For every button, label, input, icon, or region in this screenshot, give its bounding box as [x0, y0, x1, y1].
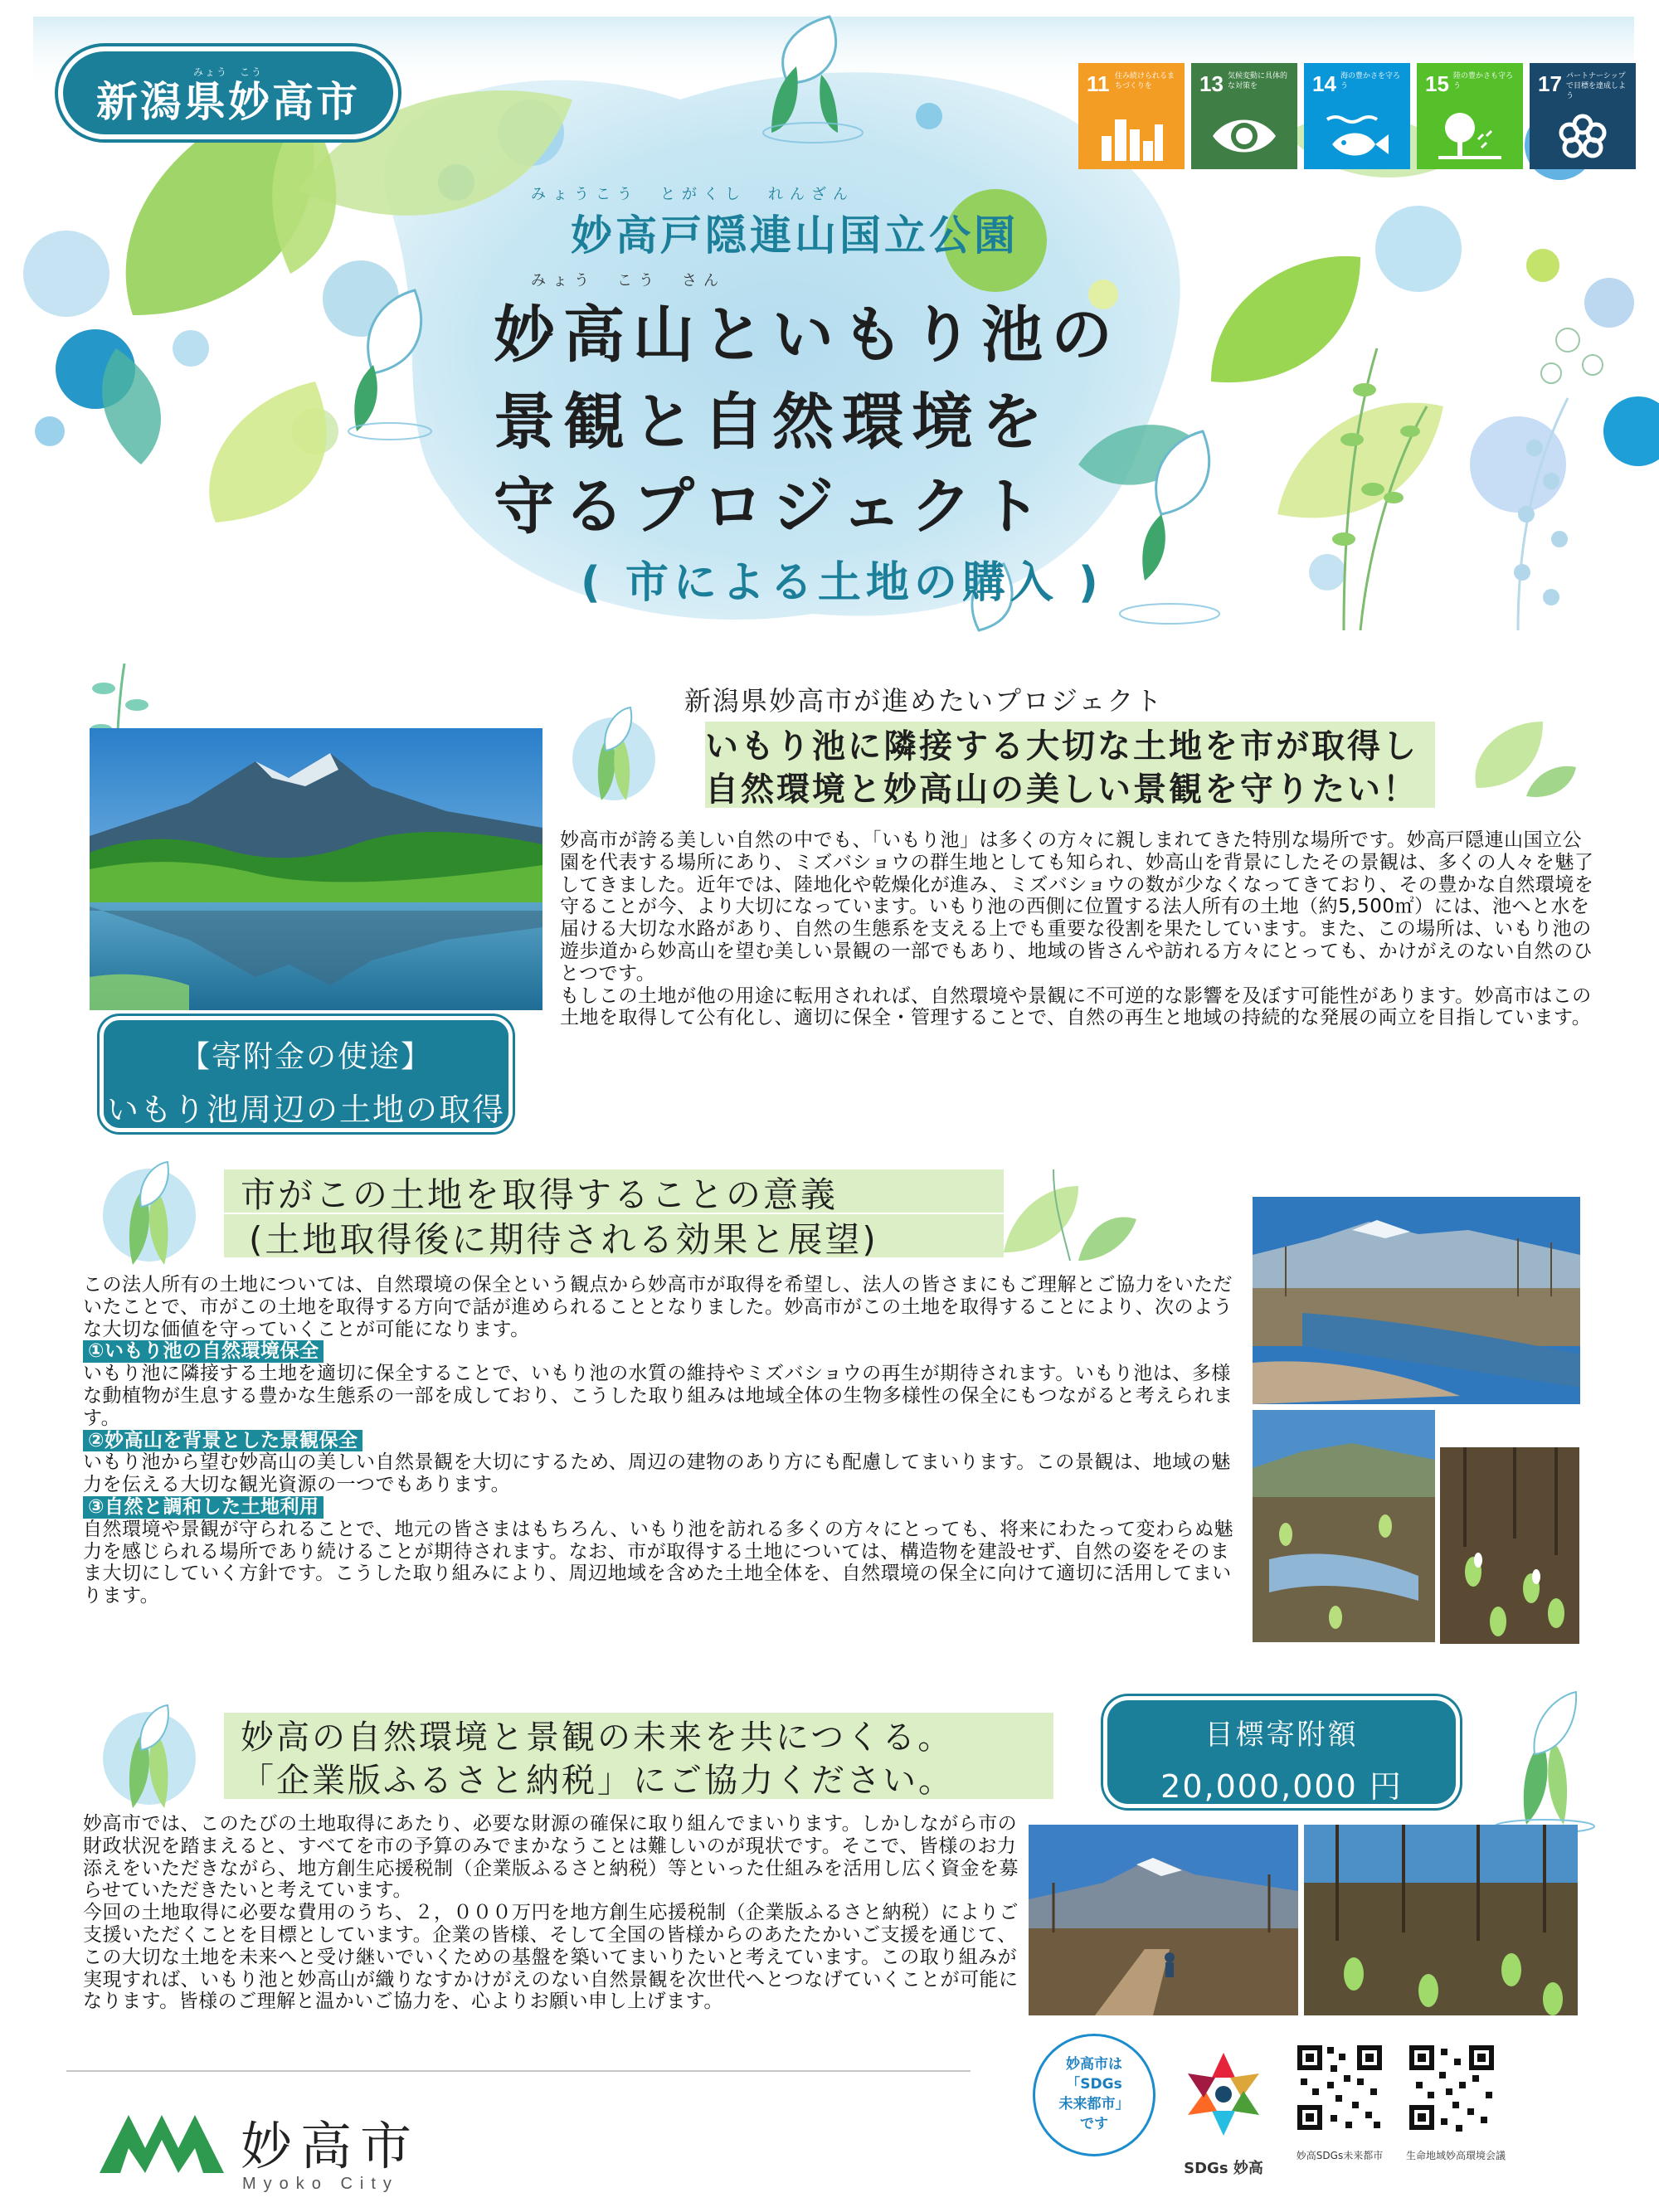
bubble-line: 「SDGs — [1066, 2076, 1122, 2093]
landscape-image — [1304, 1825, 1578, 2015]
paragraph: もしこの土地が他の用途に転用されれば、自然環境や景観に不可逆的な影響を及ぼす可能性があります。妙高市はこの土地を取得して公有化し、適切に保全・管理することで、自然の再生と地域の持続的な発展の両立を目指しています。 — [560, 984, 1592, 1029]
goal-amount: 20,000,000 円 — [1160, 1768, 1403, 1805]
myoko-mountain-pond-photo — [90, 728, 542, 1010]
sdg-14-tile — [1304, 63, 1410, 169]
sdg-11-tile — [1078, 63, 1185, 169]
project-kicker: 新潟県妙高市が進めたいプロジェクト — [684, 685, 1164, 717]
landscape-image — [1029, 1825, 1298, 2015]
benefit-tag: ①いもり池の自然環境保全 — [83, 1340, 324, 1363]
landscape-image — [1253, 1410, 1435, 1642]
park-name: 妙高戸隠連山国立公園 — [571, 211, 1019, 260]
qr-label: 妙高SDGs未来都市 — [1296, 2150, 1384, 2161]
sdg-label: 陸の豊かさも守ろう — [1453, 72, 1514, 90]
skunk-cabbage-icon — [1485, 1675, 1601, 1833]
city-ruby: みょう こう — [192, 66, 263, 78]
pond-path-photo — [1253, 1197, 1580, 1404]
section2-heading-line-2: (土地取得後に期待される効果と展望) — [249, 1219, 878, 1260]
park-name-ruby: みょうこう とがくし れんざん — [531, 186, 854, 203]
sdg-label: 海の豊かさを守ろう — [1340, 72, 1401, 90]
skunk-cabbage-icon — [91, 1692, 207, 1816]
skunk-cabbage-field-photo — [1440, 1447, 1579, 1644]
sdg-17-tile — [1530, 63, 1636, 169]
city-icon — [1098, 111, 1165, 161]
section2-body — [83, 1274, 1244, 1607]
section1-heading-line-1: いもり池に隣接する大切な土地を市が取得し — [705, 727, 1418, 766]
eye-globe-icon — [1211, 111, 1277, 161]
benefit-tag: ②妙高山を背景とした景観保全 — [83, 1430, 362, 1452]
flower-ring-icon — [1550, 111, 1616, 161]
sdg-15-tile — [1417, 63, 1523, 169]
mountain-view-photo — [1029, 1825, 1298, 2015]
city-logo-name: 妙高市 — [241, 2116, 421, 2176]
sdgs-future-city-bubble — [1033, 2034, 1155, 2156]
qr-code-icon — [1294, 2042, 1385, 2133]
paragraph: 今回の土地取得に必要な費用のうち、２，０００万円を地方創生応援税制（企業版ふるさと納税）によりご支援いただくことを目標としています。企業の皆様、そして全国の皆様からのあたたかいご支援を通じて、この大切な土地を未来へと受け継いでいくための基盤を築いてまいりたいと考えています。この取り組みが実現すれば、いもり池と妙高山が織りなすかけがえのない自然景観を次世代へとつなげていくことが可能になります。皆様のご理解と温かいご協力を、心よりお願い申し上げます。 — [83, 1902, 1019, 2013]
goal-label: 目標寄附額 — [1204, 1719, 1359, 1752]
section1-body — [560, 829, 1597, 1029]
qr-label: 生命地域妙高環境会議 — [1405, 2150, 1506, 2161]
bubble-line: です — [1080, 2116, 1108, 2132]
tree-icon — [1437, 111, 1503, 161]
section1-heading-line-2: 自然環境と妙高山の美しい景観を守りたい！ — [705, 771, 1418, 809]
qr-code-environment-council[interactable] — [1406, 2042, 1497, 2133]
leaf-cluster-icon — [1460, 705, 1584, 805]
leaf-cluster-icon — [995, 1153, 1145, 1269]
title-line-1: 妙高山といもり池の — [494, 299, 1121, 371]
landscape-image — [1253, 1197, 1580, 1404]
sdg-number: 11 — [1087, 71, 1110, 96]
skunk-cabbage-icon — [91, 1149, 207, 1273]
sdg-number: 17 — [1538, 71, 1562, 96]
sdgs-myoko-label: SDGs 妙高 — [1184, 2160, 1263, 2177]
city-logo-subtitle: Myoko City — [242, 2175, 399, 2193]
section3-heading-line-2: 「企業版ふるさと納税」にご協力ください。 — [241, 1762, 954, 1800]
bubble-line: 妙高市は — [1066, 2056, 1122, 2073]
donation-goal-box — [1103, 1696, 1460, 1808]
title-line-3: 守るプロジェクト — [494, 471, 1050, 542]
city-name: 新潟県妙高市 — [96, 78, 360, 126]
benefit-text: いもり池に隣接する土地を適切に保全することで、いもり池の水質の維持やミズバショウの再生が期待されます。いもり池は、多様な動植物が生息する豊かな生態系の一部を成しており、こうした取り組みは地域全体の生物多様性の保全にもつながると考えられます。 — [83, 1363, 1233, 1429]
city-badge — [58, 46, 398, 139]
benefit-tag: ③自然と調和した土地利用 — [83, 1496, 324, 1519]
subtitle: ( 市による土地の購入 ) — [581, 558, 1103, 608]
sdgs-goal-icons — [1078, 63, 1636, 169]
bubble-line: 未来都市」 — [1058, 2096, 1130, 2112]
paragraph: この法人所有の土地については、自然環境の保全という観点から妙高市が取得を希望し、法人の皆さまにもご理解とご協力をいただいたことで、市がこの土地を取得する方向で話が進められることとなりました。妙高市がこの土地を取得することにより、次のような大切な価値を守っていくことが可能になります。 — [83, 1274, 1233, 1340]
paragraph: 妙高市では、このたびの土地取得にあたり、必要な財源の確保に取り組んでまいります。しかしながら市の財政状況を踏まえると、すべてを市の予算のみでまかなうことは難しいのが現状です。そこで、皆様のお力添えをいただきながら、地方創生応援税制（企業版ふるさと納税）等といった仕組みを活用し広く資金を募らせていただきたいと考えています。 — [83, 1813, 1019, 1902]
sdg-number: 15 — [1425, 71, 1449, 96]
sdg-label: パートナーシップで目標を達成しよう — [1566, 72, 1627, 100]
landscape-image — [90, 728, 542, 1010]
qr-code-sdgs-city[interactable] — [1294, 2042, 1385, 2133]
sdg-number: 14 — [1312, 71, 1336, 96]
donation-use-title: 【寄附金の使途】 — [179, 1040, 432, 1074]
skunk-cabbage-icon — [568, 701, 659, 817]
section3-heading-line-1: 妙高の自然環境と景観の未来を共につくる。 — [241, 1719, 954, 1757]
sdg-13-tile — [1191, 63, 1297, 169]
benefit-text: 自然環境や景観が守られることで、地元の皆さまはもちろん、いもり池を訪れる多くの方々にとっても、将来にわたって変わらぬ魅力を感じられる場所であり続けることが期待されます。なお、市が取得する土地については、構造物を建設せず、自然の姿をそのまま大切にしていく方針です。こうした取り組みにより、周辺地域を含めた土地全体を、自然環境の保全に向けて適切に活用してまいります。 — [83, 1518, 1233, 1607]
section2-heading-line-1: 市がこの土地を取得することの意義 — [241, 1174, 839, 1215]
sdgs-myoko-logo-icon — [1170, 2040, 1277, 2148]
paragraph: 妙高市が誇る美しい自然の中でも、「いもり池」は多くの方々に親しまれてきた特別な場所です。妙高戸隠連山国立公園を代表する場所にあり、ミズバショウの群生地としても知られ、妙高山を背景にしたその景観は、多くの人々を魅了してきました。近年では、陸地化や乾燥化が進み、ミズバショウの数が少なくなってきており、その豊かな自然環境を守ることが今、より大切になっています。いもり池の西側に位置する法人所有の土地（約5,500㎡）には、池へと水を届ける大切な水路があり、自然の生態系を支える上でも重要な役割を果たしています。また、この場所は、いもり池の遊歩道から妙高山を望む美しい景観の一部でもあり、地域の皆さんや訪れる方々にとっても、かけがえのない自然のひとつです。 — [560, 829, 1594, 984]
sdg-label: 気候変動に具体的な対策を — [1228, 72, 1288, 90]
donation-use-box — [100, 1016, 513, 1132]
section3-body — [83, 1813, 1020, 2013]
title-line-2: 景観と自然環境を — [494, 386, 1051, 458]
stream-photo — [1253, 1410, 1435, 1642]
forest-wetland-photo — [1304, 1825, 1578, 2015]
sdg-label: 住み続けられるまちづくりを — [1115, 72, 1175, 90]
sdg-number: 13 — [1199, 71, 1224, 96]
fish-icon — [1324, 111, 1390, 161]
hero-banner — [0, 0, 1659, 655]
myoko-city-logo-icon — [100, 2115, 224, 2173]
qr-code-icon — [1406, 2042, 1497, 2133]
title-ruby: みょう こう さん — [531, 272, 725, 289]
landscape-image — [1440, 1447, 1579, 1644]
benefit-text: いもり池から望む妙高山の美しい自然景観を大切にするため、周辺の建物のあり方にも配慮してまいります。この景観は、地域の魅力を伝える大切な観光資源の一つでもあります。 — [83, 1451, 1231, 1496]
donation-use-body: いもり池周辺の土地の取得 — [106, 1091, 505, 1128]
footer-divider — [66, 2070, 971, 2072]
